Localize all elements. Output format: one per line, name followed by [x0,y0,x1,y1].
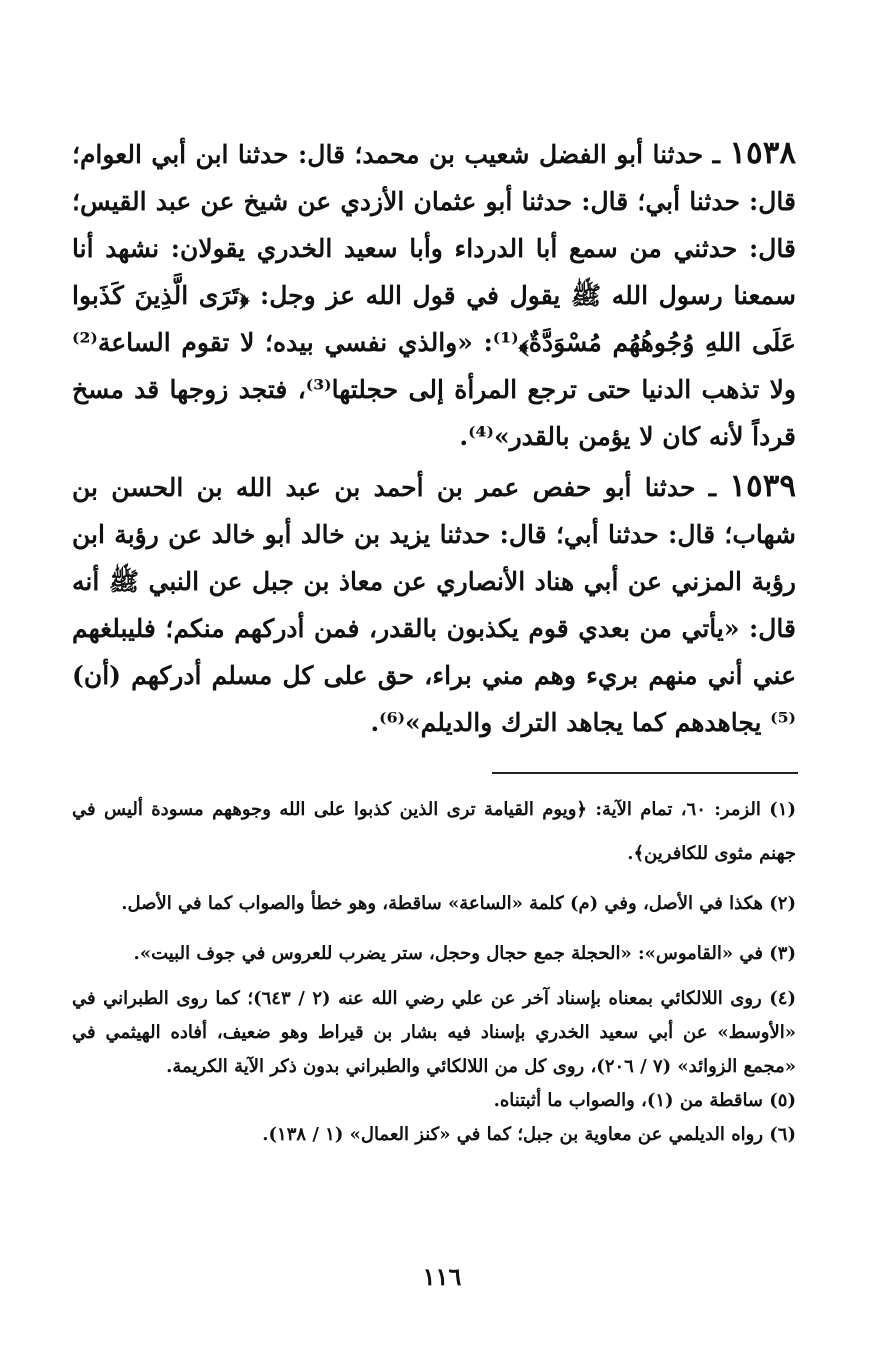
hadith-separator: ـ [703,140,730,169]
hadith-number: ١٥٣٨ [729,135,796,171]
footnote-3: (٣) في «القاموس»: «الحجلة جمع حجال وحجل، ستر يضرب للعروس في جوف البيت». [133,943,796,964]
footnotes [72,788,796,1152]
hadith-1538 [72,130,796,460]
hadith-separator: ـ [695,473,730,502]
footnote-5: (٥) ساقطة من (١)، والصواب ما أثبتناه. [493,1090,796,1111]
page-number: ١١٦ [422,1262,462,1291]
footnote-divider [492,772,798,774]
hadith-number: ١٥٣٩ [729,468,796,504]
hadith-1539 [72,463,796,746]
footnote-4: (٤) روى اللالكائي بمعناه بإسناد آخر عن علي رضي الله عنه (٢ / ٦٤٣)؛ كما روى الطبراني في «الأوسط» عن أبي سعيد الخدري بإسناد فيه بشار بن قيراط وهو ضعيف، أفاده الهيثمي في «مجمع الزوائد» (٧ / ٢٠٦)، روى كل من اللالكائي والطبراني بدون ذكر الآية الكريمة. [72,988,796,1077]
hadith-text: حدثنا أبو الفضل شعيب بن محمد؛ قال: حدثنا ابن أبي العوام؛ قال: حدثنا أبي؛ قال: حدثنا أبو عثمان الأزدي عن شيخ عن عبد القيس؛ قال: حدثني من سمع أبا الدرداء وأبا سعيد الخدري يقولان: نشهد أنا سمعنا رسول الله ﷺ يقول في قول الله عز وجل: ﴿تَرَى الَّذِينَ كَذَبوا عَلَى اللهِ وُجُوهُهُم مُسْوَدَّةٌ﴾⁽¹⁾: «والذي نفسي بيده؛ لا تقوم الساعة⁽²⁾ ولا تذهب الدنيا حتى ترجع المرأة إلى حجلتها⁽³⁾، فتجد زوجها قد مسخ قرداً لأنه كان لا يؤمن بالقدر»⁽⁴⁾. [72,140,796,451]
footnote-6: (٦) رواه الديلمي عن معاوية بن جبل؛ كما في «كنز العمال» (١ / ١٣٨). [262,1124,796,1145]
footnote-1: (١) الزمر: ٦٠، تمام الآية: ﴿ويوم القيامة ترى الذين كذبوا على الله وجوههم مسودة أليس في جهنم مثوى للكافرين﴾. [72,799,796,864]
footnote-2: (٢) هكذا في الأصل، وفي (م) كلمة «الساعة» ساقطة، وهو خطأ والصواب كما في الأصل. [121,893,796,914]
hadith-text: حدثنا أبو حفص عمر بن أحمد بن عبد الله بن الحسن بن شهاب؛ قال: حدثنا أبي؛ قال: حدثنا يزيد بن خالد أبو خالد عن رؤبة ابن رؤبة المزني عن أبي هناد الأنصاري عن معاذ بن جبل عن النبي ﷺ أنه قال: «يأتي من بعدي قوم يكذبون بالقدر، فمن أدركهم منكم؛ فليبلغهم عني أني منهم بريء وهم مني براء، حق على كل مسلم أدركهم (أن)⁽⁵⁾ يجاهدهم كما يجاهد الترك والديلم»⁽⁶⁾. [72,473,796,737]
